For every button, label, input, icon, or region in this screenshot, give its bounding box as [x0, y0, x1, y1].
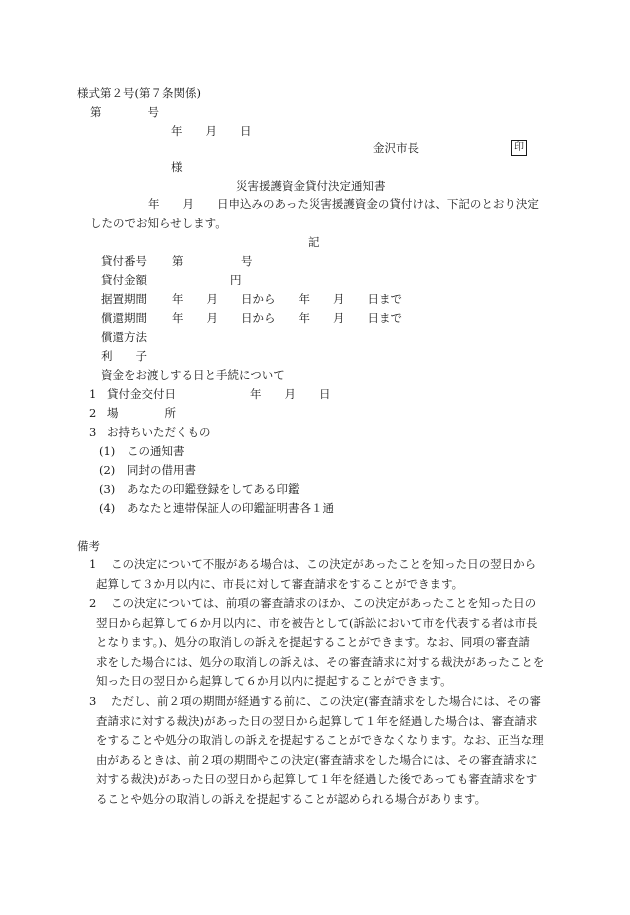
addressee-line: 様 — [171, 160, 183, 174]
thing-text: 同封の借用書 — [127, 463, 196, 477]
thing-text: あなたの印鑑登録をしてある印鑑 — [127, 482, 300, 496]
issuer-name: 金沢市長 — [373, 141, 419, 155]
remark-paragraph — [96, 692, 544, 810]
item-label: 貸付金額 — [101, 273, 147, 287]
delivery-heading: 資金をお渡しする日と手続について — [101, 368, 285, 382]
remark-number: 1 — [89, 557, 97, 571]
delivery-point-number: 1 — [89, 387, 97, 401]
remark-line: 由があるときは、前２項の期間やこの決定(審査請求をした場合には、その審査請求に — [96, 752, 538, 767]
thing-text: あなたと連帯保証人の印鑑証明書各１通 — [127, 501, 334, 515]
seal-box: 印 — [511, 140, 527, 156]
intro-line-1: 年 月 日申込みのあった災害援護資金の貸付けは、下記のとおり決定 — [148, 197, 539, 211]
remark-number: 3 — [89, 694, 97, 708]
remark-line: 知った日の翌日から起算して６か月以内に提起することができます。 — [96, 674, 452, 689]
remark-line: 査請求に対する裁決)があった日の翌日から起算して１年を経過した場合は、審査請求 — [96, 713, 538, 728]
remarks-heading: 備考 — [77, 539, 100, 553]
delivery-point-label: 貸付金交付日 — [107, 387, 176, 401]
intro-line-2: したのでお知らせします。 — [90, 216, 227, 230]
form-label: 様式第２号(第７条関係) — [77, 86, 201, 100]
remark-line: 対する裁決)があった日の翌日から起算して１年を経過した後であっても審査請求をす — [96, 772, 538, 787]
item-value: 年 月 日から 年 月 日まで — [172, 292, 402, 306]
item-value: 円 — [230, 273, 242, 287]
remark-line: ただし、前２項の期間が経過する前に、この決定(審査請求をした場合には、その審 — [111, 694, 541, 708]
item-value: 年 月 日から 年 月 日まで — [172, 311, 402, 325]
number-line: 第 号 — [90, 105, 159, 119]
item-label: 貸付番号 — [101, 254, 147, 268]
remark-line: となります。)、処分の取消しの訴えを提起することができます。なお、同項の審査請 — [96, 635, 530, 650]
item-label: 償還期間 — [101, 311, 147, 325]
item-label: 据置期間 — [101, 292, 147, 306]
remark-line: 翌日から起算して６か月以内に、市を被告として(訴訟において市を代表する者は市長 — [96, 615, 538, 630]
remark-line: をすることや処分の取消しの訴えを提起することができなくなります。なお、正当な理 — [96, 733, 544, 748]
item-label: 利 子 — [101, 349, 147, 363]
remark-line: 起算して３か月以内に、市長に対して審査請求をすることができます。 — [96, 576, 464, 591]
remark-line: 求をした場合には、処分の取消しの訴えは、その審査請求に対する裁決があったことを — [96, 654, 545, 669]
delivery-point-label: お持ちいただくもの — [107, 425, 211, 439]
thing-number: (4) — [99, 501, 116, 515]
date-line: 年 月 日 — [171, 124, 252, 138]
delivery-point-label: 場 所 — [107, 406, 176, 420]
remark-line: ることや処分の取消しの訴えを提起することが認められる場合があります。 — [96, 791, 487, 806]
delivery-point-number: 2 — [89, 406, 97, 420]
remark-paragraph — [96, 555, 536, 594]
delivery-point-number: 3 — [89, 425, 97, 439]
remark-line: この決定については、前項の審査請求のほか、この決定があったことを知った日の — [111, 596, 537, 610]
thing-text: この通知書 — [127, 444, 185, 458]
remark-paragraph — [96, 594, 544, 692]
thing-number: (1) — [99, 444, 116, 458]
document-title: 災害援護資金貸付決定通知書 — [236, 179, 386, 193]
remark-number: 2 — [89, 596, 97, 610]
delivery-date-value: 年 月 日 — [250, 387, 331, 401]
item-value: 第 号 — [172, 254, 253, 268]
item-label: 償還方法 — [101, 330, 147, 344]
thing-number: (3) — [99, 482, 116, 496]
thing-number: (2) — [99, 463, 116, 477]
ki-mark: 記 — [308, 235, 320, 249]
remark-line: この決定について不服がある場合は、この決定があったことを知った日の翌日から — [111, 557, 537, 571]
